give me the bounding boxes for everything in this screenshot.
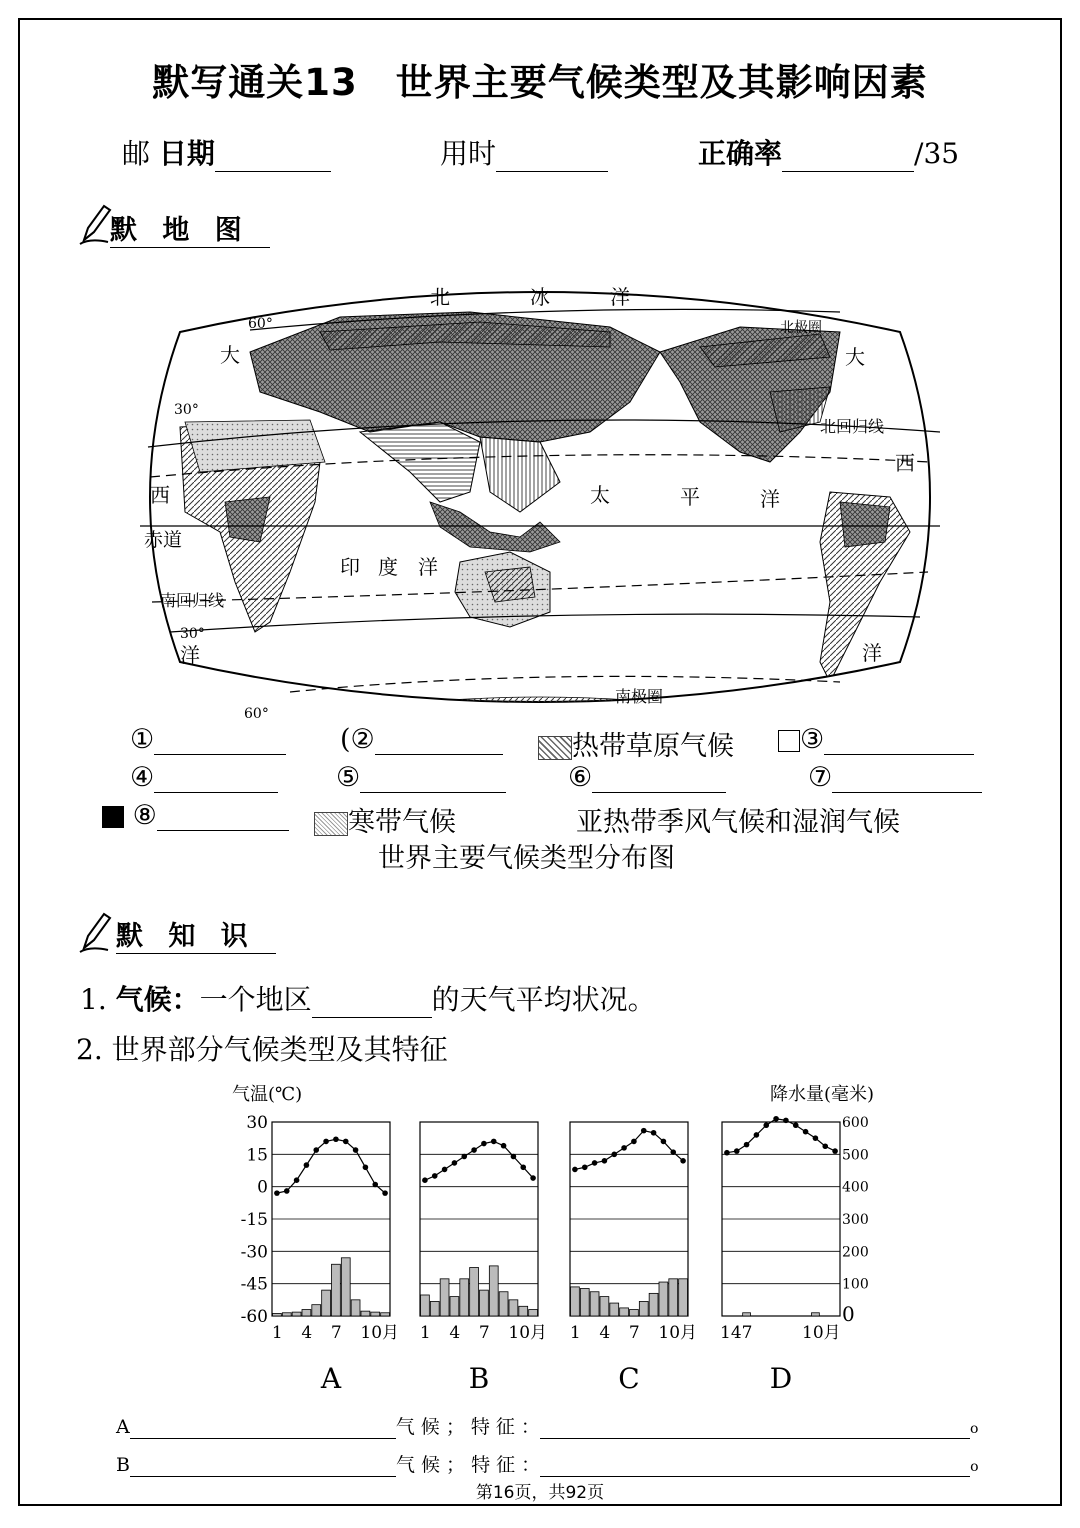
x-tick-label: 147 [720,1323,753,1343]
q1-blank[interactable] [312,991,432,1018]
legend-item-2 [340,724,503,755]
map-label: 西 [895,451,915,475]
legend-item-6 [568,762,726,793]
legend-item-7 [808,762,982,793]
time-blank[interactable] [496,143,608,172]
legend-item-subtropical [576,800,900,839]
panel-label: A [320,1362,342,1395]
map-label: 印 [340,555,360,579]
legend-num: ⑤ [336,762,361,793]
precip-bar [421,1295,430,1316]
legend-item-4 [130,762,278,793]
answer-text: 气 候 ； 特 征 ： [395,1416,540,1438]
temp-point [631,1139,637,1145]
temp-point [611,1152,617,1158]
precip-tick-label: 600 [842,1115,869,1131]
legend-text: 热带草原气候 [572,731,734,762]
precip-bar [812,1313,820,1316]
legend-blank[interactable] [592,766,726,793]
temp-point [481,1141,487,1147]
map-label: 冰 [530,285,550,309]
time-label: 用时 [440,137,497,170]
climate-panel-A [272,1122,399,1395]
x-tick-label: 10月 [802,1323,841,1343]
legend-num: ⑦ [808,762,833,793]
line-label: 赤道 [144,529,183,551]
precip-bar [361,1311,370,1316]
line-label: 南极圈 [615,687,664,706]
legend-item-1 [130,724,286,755]
world-climate-map [140,272,940,722]
precip-bar [322,1290,331,1316]
temp-point [294,1177,300,1183]
q-term: 气候： [115,983,200,1016]
temp-tick-label: 0 [257,1177,268,1198]
answer-blank[interactable] [130,1456,396,1477]
panel-label: C [618,1362,640,1395]
answer-label: A [116,1416,130,1438]
x-tick-label: 1 [419,1323,431,1343]
precip-bar [743,1313,751,1316]
temp-point [372,1182,378,1188]
precip-bar [679,1279,688,1316]
temp-point [572,1167,578,1173]
answer-end: o [969,1421,979,1437]
accuracy-total: /35 [914,137,960,170]
map-label: 度 [378,555,398,579]
q-num: 1. [80,983,107,1016]
precip-bar [580,1289,589,1316]
map-label: 太 [590,483,610,507]
legend-blank[interactable] [157,804,289,831]
precip-bar [351,1300,360,1316]
line-label: 南回归线 [160,591,225,610]
line-label: 北回归线 [820,417,885,436]
precip-bar [590,1292,599,1316]
temp-point [284,1188,290,1194]
precip-point [773,1116,779,1122]
precip-point [822,1143,828,1149]
temp-tick-label: -60 [240,1307,268,1327]
precip-bar [630,1310,639,1316]
precip-bar [669,1279,678,1316]
map-label: 洋 [180,643,200,667]
temp-point [353,1147,359,1153]
precip-tick-label: 0 [842,1302,855,1326]
climate-charts [220,1078,900,1398]
temp-point [432,1173,438,1179]
precip-point [734,1148,740,1154]
accuracy-blank[interactable] [782,143,914,172]
precip-bar [620,1308,629,1316]
map-label: 大 [220,343,240,367]
x-tick-label: 4 [599,1323,611,1343]
precip-point [724,1150,730,1156]
map-label: 洋 [862,641,882,665]
empty-square-swatch [778,730,800,752]
temp-tick-label: -45 [240,1274,268,1295]
temp-axis-label: 气温(℃) [232,1084,303,1105]
climate-panel-B [420,1122,547,1395]
precip-bar [292,1312,301,1316]
temp-point [442,1167,448,1173]
precip-point [744,1142,750,1148]
x-tick-label: 7 [628,1323,640,1343]
x-tick-label: 1 [569,1323,581,1343]
legend-text: 寒带气候 [348,807,456,838]
legend-blank[interactable] [832,766,982,793]
map-caption: 世界主要气候类型分布图 [378,843,675,874]
legend-item-savanna [538,724,734,763]
precip-bar [529,1310,538,1316]
x-tick-label: 10月 [658,1323,698,1343]
section-knowledge-title: 默 知 识 [116,914,276,954]
panel-label: B [468,1362,490,1395]
map-label: 西 [150,483,170,507]
temp-tick-label: -15 [240,1210,268,1230]
temp-point [313,1147,319,1153]
answer-row-b [116,1450,979,1477]
precip-tick-label: 500 [842,1147,869,1164]
legend-item-8 [102,800,289,831]
precip-bar [332,1264,341,1316]
temp-point [651,1130,657,1136]
temp-point [471,1147,477,1153]
precip-bar [312,1305,321,1316]
precip-point [763,1122,769,1128]
map-label: 平 [680,485,700,509]
pencil-icon [78,908,112,954]
answer-blank[interactable] [540,1456,970,1477]
temp-point [582,1164,588,1170]
precip-bar [610,1303,619,1316]
precip-point [793,1122,799,1128]
climate-panel-D [720,1116,841,1395]
precip-bar [341,1258,350,1316]
temp-point [274,1190,280,1196]
legend-num: ① [130,724,155,755]
precip-bar [519,1306,528,1316]
lat-label: 30° [180,626,205,642]
q-text: 一个地区 [199,983,312,1016]
temp-point [501,1143,507,1149]
temp-point [641,1128,647,1134]
precip-bar [470,1268,479,1317]
page-title: 默写通关13 世界主要气候类型及其影响因素 [152,61,928,104]
pencil-icon [78,200,112,246]
temp-point [661,1139,667,1145]
precip-bar [302,1310,311,1316]
header-prefix: 邮 [122,137,151,170]
legend-item-3 [778,724,974,755]
answer-end: o [970,1459,979,1475]
answer-row-a [116,1412,978,1439]
precip-tick-label: 300 [842,1212,869,1228]
precip-axis-label: 降水量(毫米) [770,1084,875,1105]
temp-tick-label: -30 [240,1242,268,1263]
answer-text: 气 候 ； 特 征 ： [395,1454,541,1476]
temp-point [452,1160,458,1166]
x-tick-label: 1 [271,1323,283,1343]
precip-bar [509,1300,518,1316]
map-label: 北 [430,285,450,309]
temp-point [422,1177,428,1183]
temp-point [323,1139,329,1145]
precip-bar [381,1313,390,1316]
accuracy-label: 正确率 [698,137,783,170]
temp-point [382,1190,388,1196]
precip-bar [371,1312,380,1316]
legend-text: 亚热带季风气候和湿润气候 [576,807,900,838]
precip-bar [480,1290,489,1316]
lat-label: 30° [174,402,199,418]
section-map-title: 默 地 图 [110,208,270,248]
precip-point [832,1148,838,1154]
x-tick-label: 7 [330,1323,342,1343]
legend-num: ④ [130,762,155,793]
precip-point [783,1118,789,1124]
precip-bar [659,1282,668,1316]
precip-bar [499,1292,508,1316]
precip-point [803,1129,809,1135]
legend-num: (② [340,724,375,755]
precip-bar [649,1293,658,1316]
climate-panel-C [570,1122,697,1395]
temp-point [592,1160,598,1166]
answer-label: B [116,1454,130,1476]
precip-bar [639,1301,648,1316]
answer-blank[interactable] [130,1418,396,1439]
temp-point [621,1145,627,1151]
question-1 [80,978,656,1018]
precip-bar [600,1297,609,1316]
lat-label: 60° [248,316,273,332]
question-2 [76,1028,448,1068]
map-label: 大 [845,345,865,369]
map-label: 洋 [418,555,438,579]
temp-point [363,1164,369,1170]
legend-blank[interactable] [375,728,503,755]
q-text: 的天气平均状况。 [431,983,656,1016]
temp-point [304,1162,310,1168]
x-tick-label: 10月 [360,1323,400,1343]
date-label: 日期 [158,137,215,170]
legend-num: ③ [800,724,825,755]
precip-tick-label: 200 [842,1244,869,1261]
precip-bar [440,1279,449,1316]
map-label: 洋 [610,285,630,309]
temp-point [530,1175,536,1181]
legend-item-cold [314,800,456,839]
precip-point [754,1132,760,1138]
legend-num: ⑧ [132,800,157,831]
date-row [122,132,331,172]
legend-blank[interactable] [154,766,278,793]
x-tick-label: 4 [301,1323,313,1343]
temp-tick-label: 30 [246,1113,268,1133]
precip-bar [282,1313,291,1316]
x-tick-label: 7 [478,1323,490,1343]
x-tick-label: 10月 [508,1323,548,1343]
temp-point [343,1139,349,1145]
accuracy-row [698,132,959,172]
legend-blank[interactable] [360,766,506,793]
lat-label: 60° [244,706,269,722]
precip-bar [430,1301,439,1316]
temp-point [602,1158,608,1164]
precip-bar [460,1279,469,1316]
time-row [440,132,608,172]
legend-num: ⑥ [568,762,593,793]
filled-square-swatch [102,806,124,828]
legend-blank[interactable] [154,728,286,755]
x-tick-label: 4 [449,1323,461,1343]
precip-bar [450,1297,459,1316]
map-label: 洋 [760,487,780,511]
temp-point [333,1136,339,1142]
answer-blank[interactable] [540,1418,970,1439]
precip-point [813,1135,819,1141]
line-label: 北极圈 [780,320,822,336]
cold-swatch [314,812,348,836]
page-footer: 第16页，共92页 [475,1483,605,1503]
precip-tick-label: 100 [842,1276,869,1293]
temp-point [670,1149,676,1155]
temp-point [520,1164,526,1170]
legend-item-5 [336,762,506,793]
temp-point [491,1139,497,1145]
legend-blank[interactable] [824,728,974,755]
temp-point [680,1158,686,1164]
date-blank[interactable] [215,143,331,172]
precip-bar [489,1266,498,1316]
precip-tick-label: 400 [842,1179,869,1196]
precip-bar [273,1313,282,1316]
temp-tick-label: 15 [246,1145,268,1166]
precip-bar [571,1287,580,1316]
q-text: 世界部分气候类型及其特征 [111,1033,448,1066]
panel-label: D [769,1362,793,1395]
savanna-swatch [538,736,572,760]
q-num: 2. [76,1033,103,1066]
temp-point [511,1154,517,1160]
temp-point [461,1154,467,1160]
